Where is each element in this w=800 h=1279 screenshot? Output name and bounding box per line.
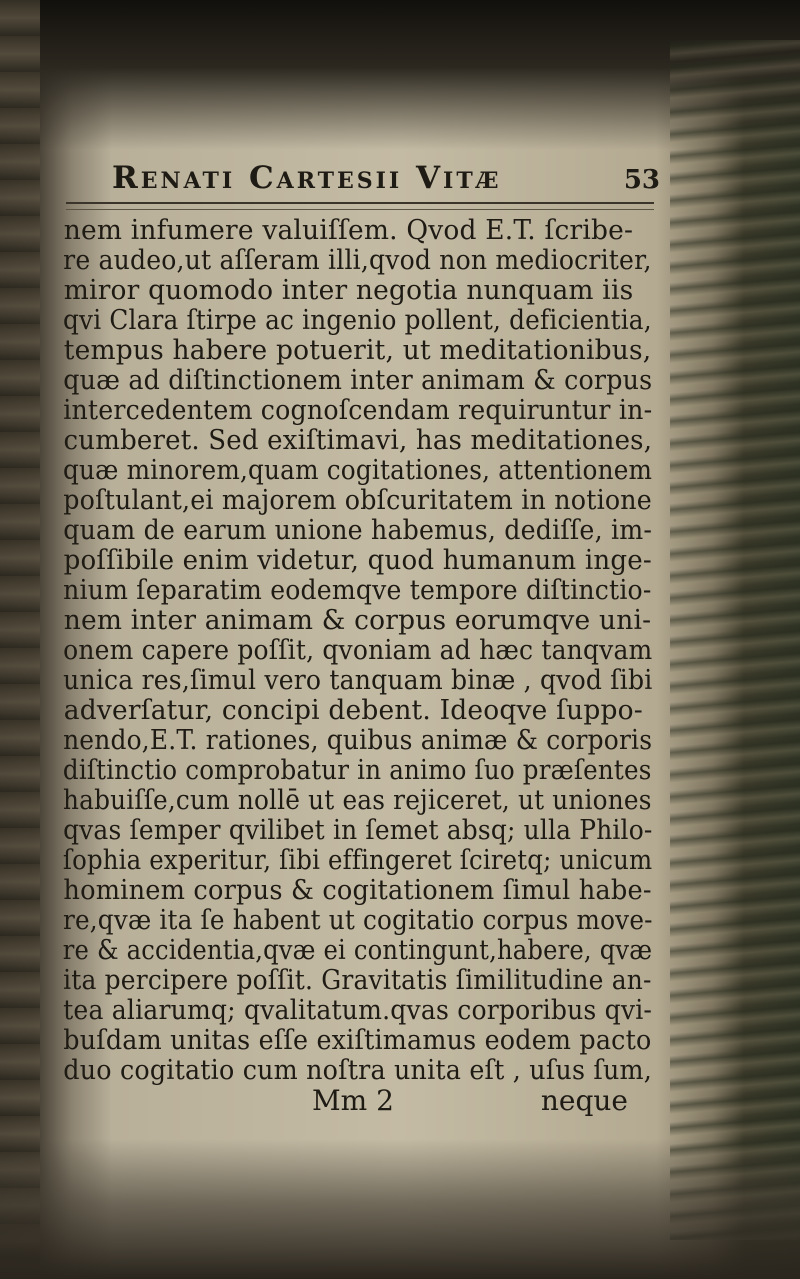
text-line: cumberet. Sed exiſtimavi, has meditationes, [63, 425, 653, 456]
running-title: Renati Cartesii Vitæ [112, 160, 502, 196]
catchword: neque [540, 1084, 628, 1117]
text-line: tea aliarumq; qvalitatum.qvas corporibus qvi- [63, 995, 653, 1026]
text-line: habuiſſe,cum nollē ut eas rejiceret, ut uniones [63, 785, 652, 816]
text-line: intercedentem cognoſcendam requiruntur in- [63, 395, 653, 426]
text-line: tempus habere potuerit, ut meditationibus, [63, 335, 652, 366]
text-line: diſtinctio comprobatur in animo ſuo præſentes [62, 755, 652, 786]
page-number: 53 [623, 165, 660, 195]
signature-mark: Mm 2 [312, 1084, 394, 1117]
text-body [52, 216, 664, 1086]
page-footer [52, 1086, 664, 1116]
text-line: duo cogitatio cum noſtra unita eſt , uſus ſum, [63, 1055, 653, 1086]
text-line: poſtulant,ei majorem obſcuritatem in notione [63, 485, 652, 516]
text-line: nendo,E.T. rationes, quibus animæ & corporis [63, 725, 653, 756]
text-line: hominem corpus & cogitationem ſimul habe- [63, 875, 652, 906]
text-line: ſophia experitur, ſibi effingeret ſciretq; unicum [62, 845, 653, 876]
text-line: re audeo,ut aſſeram illi,qvod non mediocriter, [63, 245, 652, 276]
running-head [52, 160, 664, 198]
text-line: onem capere poſſit, qvoniam ad hæc tanqvam [63, 635, 653, 666]
text-line: quæ ad diſtinctionem inter animam & corpus [63, 365, 653, 396]
text-line: re & accidentia,qvæ ei contingunt,habere, qvæ [62, 935, 653, 966]
text-line: ita percipere poſſit. Gravitatis ſimilitudine an- [63, 965, 652, 996]
head-rule [66, 202, 654, 210]
bottom-shadow [0, 1139, 800, 1279]
text-line: unica res,ſimul vero tanquam binæ , qvod ſibi [63, 665, 653, 696]
text-line: quam de earum unione habemus, dediſſe, im- [63, 515, 653, 546]
right-page-edges [670, 40, 800, 1240]
text-line: re,qvæ ita ſe habent ut cogitatio corpus move- [62, 905, 653, 936]
text-line: poſſibile enim videtur, quod humanum inge- [63, 545, 652, 576]
text-line: miror quomodo inter negotia nunquam iis [63, 275, 634, 306]
text-line: qvas ſemper qvilibet in ſemet absq; ulla Philo- [63, 815, 653, 846]
text-page [52, 160, 664, 1125]
text-line: nium ſeparatim eodemqve tempore diſtinctio- [63, 575, 652, 606]
text-line: qvi Clara ſtirpe ac ingenio pollent, deficientia, [63, 305, 652, 336]
text-line: quæ minorem,quam cogitationes, attentionem [62, 455, 653, 486]
text-line: nem inter animam & corpus eorumqve uni- [63, 605, 652, 636]
left-page-edge [0, 0, 40, 1279]
text-line: adverſatur, concipi debent. Ideoqve ſuppo- [63, 695, 643, 726]
text-line: nem infumere valuiſſem. Qvod E.T. ſcribe- [63, 215, 634, 246]
text-line: buſdam unitas eſſe exiſtimamus eodem pacto [63, 1025, 652, 1056]
